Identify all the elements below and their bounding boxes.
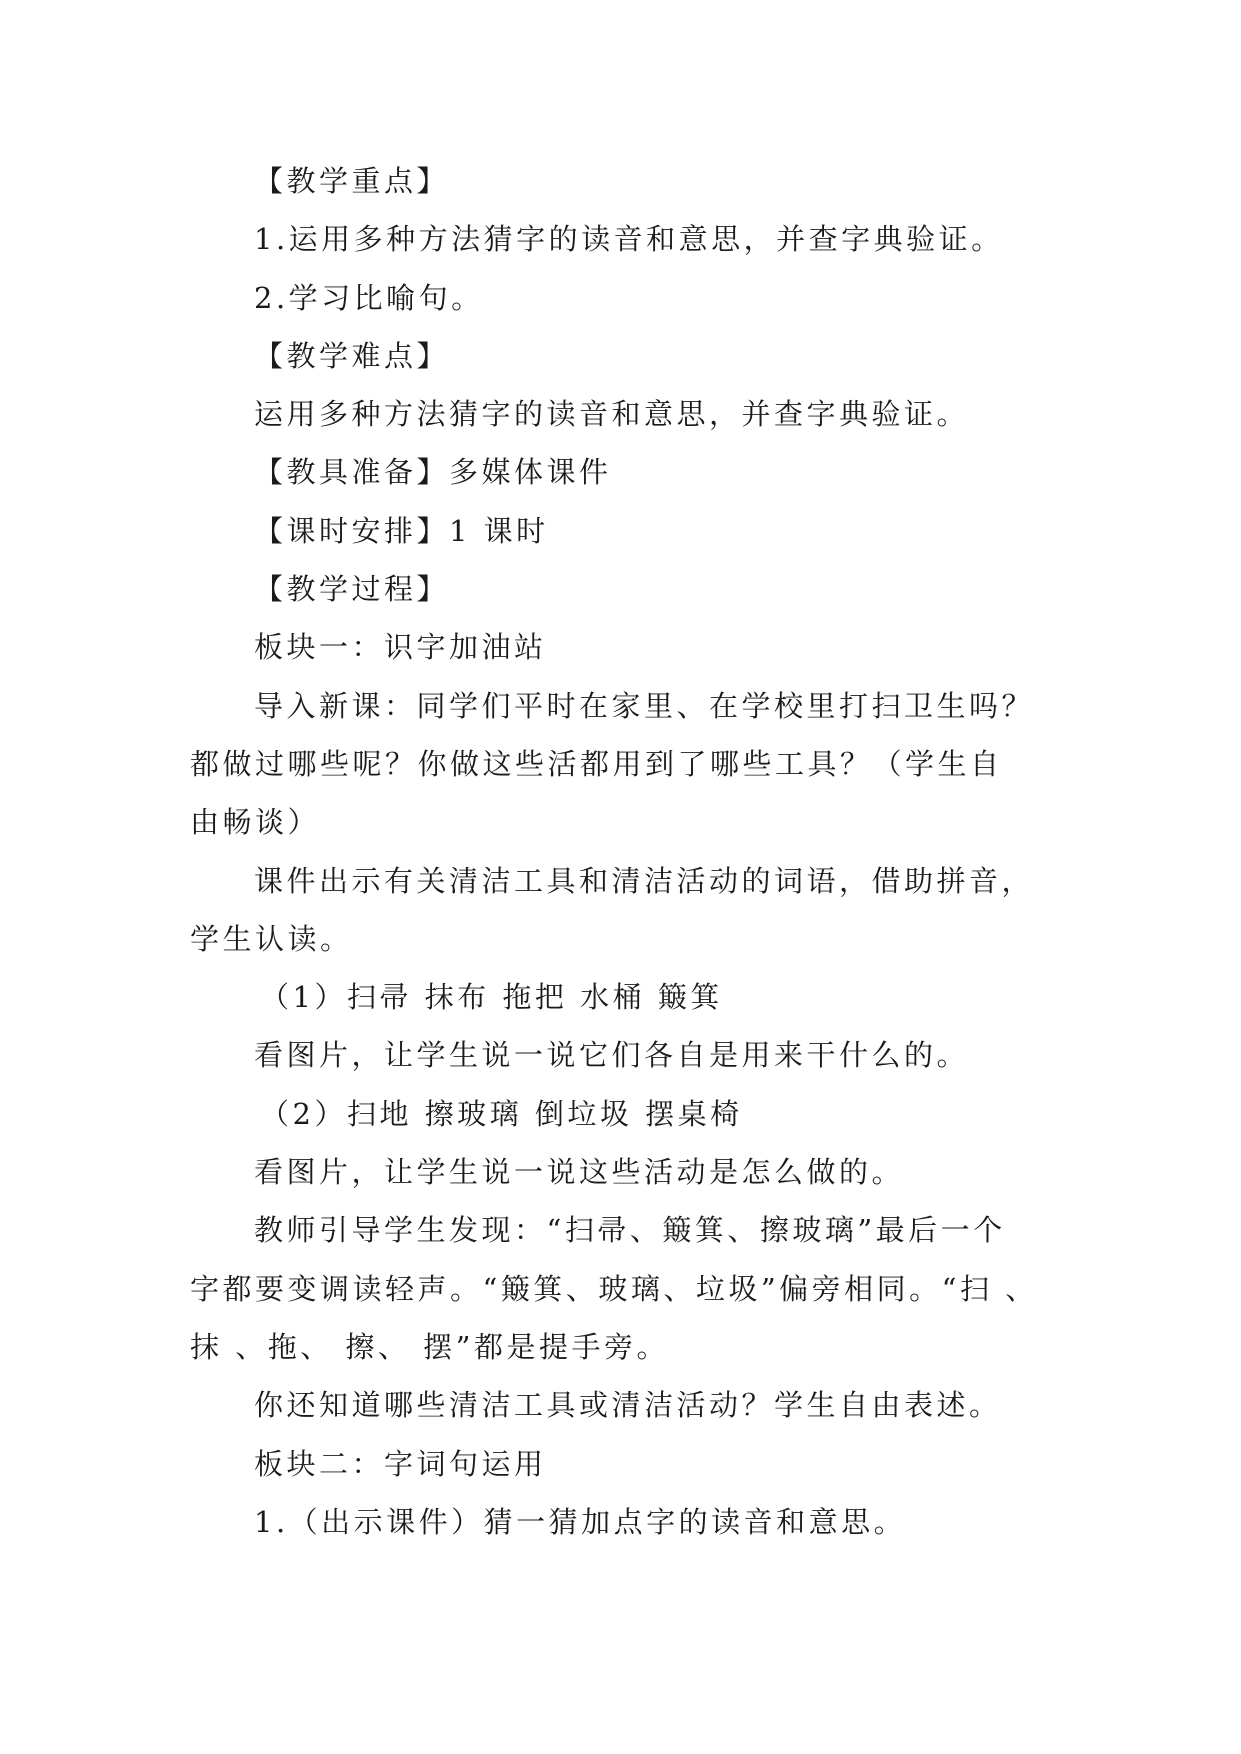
- paragraph-continuation: 抹 、拖、 擦、 摆”都是提手旁。: [190, 1329, 669, 1364]
- paragraph-continuation: 由畅谈）: [190, 805, 321, 840]
- word-list-activities: （2）扫地 擦玻璃 倒垃圾 摆桌椅: [260, 1096, 743, 1131]
- paragraph: 运用多种方法猜字的读音和意思，并查字典验证。: [254, 397, 970, 432]
- section-heading-difficulties: 【教学难点】: [254, 338, 450, 373]
- word-list-tools: （1）扫帚 抹布 拖把 水桶 簸箕: [260, 980, 723, 1015]
- section-heading-key-points: 【教学重点】: [254, 164, 450, 198]
- paragraph-continuation: 学生认读。: [190, 921, 353, 956]
- document-body: [190, 152, 1070, 1551]
- block-heading-one: 板块一：识字加油站: [254, 630, 547, 665]
- paragraph: 你还知道哪些清洁工具或清洁活动？学生自由表述。: [254, 1388, 1002, 1423]
- paragraph: 2.学习比喻句。: [254, 280, 484, 315]
- section-heading-process: 【教学过程】: [254, 572, 450, 607]
- section-heading-schedule: 【课时安排】1 课时: [254, 513, 549, 548]
- paragraph: 看图片，让学生说一说这些活动是怎么做的。: [254, 1155, 905, 1190]
- paragraph: 导入新课：同学们平时在家里、在学校里打扫卫生吗？: [254, 688, 1035, 723]
- paragraph: 看图片，让学生说一说它们各自是用来干什么的。: [254, 1038, 970, 1073]
- paragraph: 课件出示有关清洁工具和清洁活动的词语，借助拼音，: [254, 863, 1035, 898]
- paragraph: 教师引导学生发现：“扫帚、簸箕、擦玻璃”最后一个: [254, 1213, 1006, 1248]
- section-heading-materials: 【教具准备】多媒体课件: [254, 455, 612, 490]
- paragraph-continuation: 字都要变调读轻声。“簸箕、玻璃、垃圾”偏旁相同。“扫 、: [190, 1271, 1038, 1306]
- block-heading-two: 板块二：字词句运用: [254, 1446, 547, 1481]
- paragraph-continuation: 都做过哪些呢？你做这些活都用到了哪些工具？（学生自: [190, 746, 1003, 781]
- paragraph: 1.运用多种方法猜字的读音和意思，并查字典验证。: [254, 222, 1004, 257]
- paragraph: 1.（出示课件）猜一猜加点字的读音和意思。: [254, 1504, 907, 1539]
